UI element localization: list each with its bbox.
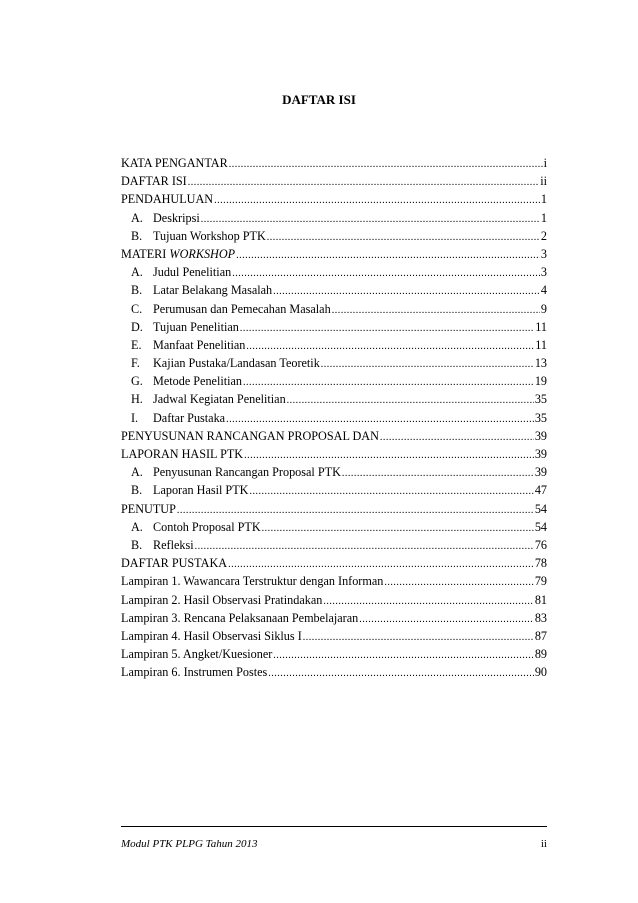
- toc-leader-dots: [267, 232, 540, 243]
- toc-leader-dots: [323, 596, 533, 607]
- toc-entry-text: Jadwal Kegiatan Penelitian: [153, 392, 286, 407]
- toc-entry-text: MATERI: [121, 246, 170, 261]
- toc-entry-page: 1: [540, 210, 547, 225]
- toc-leader-dots: [359, 614, 534, 625]
- toc-leader-dots: [332, 305, 540, 316]
- toc-entry-letter: H.: [131, 392, 143, 407]
- toc-entry-text: Tujuan Penelitian: [153, 319, 239, 334]
- toc-leader-dots: [240, 323, 534, 334]
- toc-entry-page: 3: [540, 265, 547, 280]
- toc-entry[interactable]: [121, 411, 547, 429]
- toc-leader-dots: [226, 414, 534, 425]
- toc-entry-page: 39: [534, 428, 547, 443]
- toc-entry-text: Judul Penelitian: [153, 265, 232, 280]
- toc-entry-page: 79: [534, 574, 547, 589]
- toc-leader-dots: [303, 632, 534, 643]
- toc-entry-letter: A.: [131, 465, 143, 480]
- toc-leader-dots: [246, 341, 534, 352]
- toc-entry[interactable]: [121, 429, 547, 447]
- toc-entry[interactable]: [121, 447, 547, 465]
- toc-entry-label: [131, 320, 239, 335]
- toc-leader-dots: [232, 268, 540, 279]
- toc-entry-label: [131, 411, 225, 426]
- toc-entry-page: 87: [534, 628, 547, 643]
- toc-entry-text: Refleksi: [153, 537, 194, 552]
- toc-leader-dots: [384, 577, 533, 588]
- toc-entry[interactable]: [121, 156, 547, 174]
- toc-entry-page: 35: [534, 392, 547, 407]
- toc-entry[interactable]: [121, 665, 547, 683]
- toc-entry[interactable]: [121, 302, 547, 320]
- toc-entry-label: [121, 429, 379, 444]
- toc-entry-letter: B.: [131, 483, 143, 498]
- toc-entry-text: Kajian Pustaka/Landasan Teoretik: [153, 356, 320, 371]
- toc-entry[interactable]: [121, 229, 547, 247]
- toc-leader-dots: [262, 523, 534, 534]
- toc-entry[interactable]: [121, 574, 547, 592]
- toc-entry-text: Deskripsi: [153, 210, 200, 225]
- toc-entry-text: Lampiran 1. Wawancara Terstruktur dengan Informan: [121, 574, 384, 589]
- toc-entry[interactable]: [121, 593, 547, 611]
- toc-entry-page: 54: [534, 519, 547, 534]
- toc-leader-dots: [321, 359, 534, 370]
- toc-entry[interactable]: [121, 629, 547, 647]
- toc-entry[interactable]: [121, 483, 547, 501]
- toc-leader-dots: [228, 559, 534, 570]
- toc-entry-page: 39: [534, 465, 547, 480]
- footer-page-number: ii: [540, 838, 547, 850]
- toc-entry-letter: A.: [131, 265, 143, 280]
- toc-entry[interactable]: [121, 556, 547, 574]
- toc-entry-label: [121, 556, 227, 571]
- toc-entry-page: 90: [534, 665, 547, 680]
- page-title: DAFTAR ISI: [282, 92, 356, 107]
- toc-entry-page: 78: [534, 556, 547, 571]
- toc-entry-label: [121, 156, 228, 171]
- toc-entry-text: Lampiran 2. Hasil Observasi Pratindakan: [121, 592, 323, 607]
- toc-entry-label: [131, 483, 248, 498]
- toc-entry-text: PENYUSUNAN RANCANGAN PROPOSAL DAN: [121, 428, 379, 443]
- toc-entry[interactable]: [121, 465, 547, 483]
- toc-entry-text: Perumusan dan Pemecahan Masalah: [153, 301, 331, 316]
- toc-entry-text: Latar Belakang Masalah: [153, 283, 273, 298]
- toc-entry-letter: B.: [131, 537, 143, 552]
- toc-entry-label: [131, 374, 242, 389]
- toc-entry-page: 13: [534, 356, 547, 371]
- toc-entry[interactable]: [121, 647, 547, 665]
- toc-entry-label: [121, 629, 302, 644]
- toc-entry-page: 4: [540, 283, 547, 298]
- toc-entry-text: PENUTUP: [121, 501, 176, 516]
- toc-entry-label: [121, 174, 187, 189]
- toc-leader-dots: [268, 668, 534, 679]
- toc-entry-text: DAFTAR ISI: [121, 174, 187, 189]
- toc-entry-page: 89: [534, 647, 547, 662]
- toc-entry-page: 3: [540, 246, 547, 261]
- toc-entry-text: Manfaat Penelitian: [153, 337, 246, 352]
- toc-entry-letter: B.: [131, 228, 143, 243]
- toc-leader-dots: [273, 286, 540, 297]
- toc-entry-letter: B.: [131, 283, 143, 298]
- toc-entry[interactable]: [121, 611, 547, 629]
- toc-entry-label: [131, 302, 331, 317]
- toc-entry-page: 11: [535, 319, 547, 334]
- toc-entry-label: [131, 465, 341, 480]
- toc-entry-label: [131, 211, 200, 226]
- toc-entry-page: 11: [535, 337, 547, 352]
- toc-leader-dots: [177, 505, 534, 516]
- toc-entry[interactable]: [121, 192, 547, 210]
- toc-entry-letter: E.: [131, 337, 142, 352]
- toc-entry-label: [131, 229, 266, 244]
- toc-entry-label: [131, 265, 231, 280]
- toc-entry[interactable]: [121, 320, 547, 338]
- toc-entry-page: 19: [534, 374, 547, 389]
- toc-entry-text: Metode Penelitian: [153, 374, 243, 389]
- toc-entry-italic-text: WORKSHOP: [169, 246, 236, 261]
- toc-entry[interactable]: [121, 356, 547, 374]
- toc-entry[interactable]: [121, 538, 547, 556]
- toc-entry[interactable]: [121, 283, 547, 301]
- toc-leader-dots: [287, 395, 534, 406]
- toc-entry-page: i: [543, 156, 547, 170]
- toc-entry-label: [131, 283, 272, 298]
- toc-entry-text: PENDAHULUAN: [121, 192, 214, 207]
- toc-entry-page: 1: [540, 192, 547, 207]
- toc-leader-dots: [229, 159, 543, 170]
- toc-entry-label: [131, 392, 286, 407]
- toc-leader-dots: [380, 432, 534, 443]
- toc-entry-label: [121, 665, 267, 680]
- toc-entry-label: [121, 574, 383, 589]
- toc-entry-page: 9: [540, 301, 547, 316]
- toc-entry-text: Lampiran 6. Instrumen Postes: [121, 665, 268, 680]
- toc-entry-page: 47: [534, 483, 547, 498]
- toc-entry-label: [131, 356, 320, 371]
- toc-entry-letter: F.: [131, 356, 140, 371]
- toc-entry-text: KATA PENGANTAR: [121, 156, 228, 170]
- toc-entry-page: 81: [534, 592, 547, 607]
- toc-entry-page: 83: [534, 610, 547, 625]
- toc-leader-dots: [243, 377, 534, 388]
- toc-entry[interactable]: [121, 392, 547, 410]
- toc-leader-dots: [214, 195, 540, 206]
- toc-entry-page: 54: [534, 501, 547, 516]
- toc-entry-page: ii: [540, 174, 547, 189]
- footer-module-title: Modul PTK PLPG Tahun 2013: [121, 838, 258, 850]
- toc-entry-label: [131, 538, 194, 553]
- toc-entry-label: [121, 593, 322, 608]
- toc-leader-dots: [195, 541, 534, 552]
- toc-entry[interactable]: [121, 174, 547, 192]
- toc-entry-text: LAPORAN HASIL PTK: [121, 447, 244, 461]
- toc-entry-label: [121, 247, 235, 262]
- toc-leader-dots: [249, 486, 533, 497]
- toc-entry[interactable]: [121, 520, 547, 538]
- toc-entry-letter: D.: [131, 319, 143, 334]
- toc-entry-text: Lampiran 3. Rencana Pelaksanaan Pembelajaran: [121, 610, 359, 625]
- toc-entry[interactable]: [121, 211, 547, 229]
- toc-entry-text: Tujuan Workshop PTK: [153, 228, 266, 243]
- toc-entry-letter: C.: [131, 301, 143, 316]
- toc-entry[interactable]: [121, 502, 547, 520]
- toc-entry-label: [121, 611, 358, 626]
- toc-entry-page: 2: [540, 228, 547, 243]
- toc-entry-text: Lampiran 4. Hasil Observasi Siklus I: [121, 628, 302, 643]
- toc-leader-dots: [244, 450, 534, 461]
- toc-entry[interactable]: [121, 338, 547, 356]
- toc-entry-text: Laporan Hasil PTK: [153, 483, 249, 498]
- toc-entry-label: [121, 192, 213, 207]
- toc-entry-letter: G.: [131, 374, 143, 389]
- toc-entry-label: [121, 502, 176, 517]
- toc-leader-dots: [342, 468, 534, 479]
- toc-entry-text: Lampiran 5. Angket/Kuesioner: [121, 647, 273, 662]
- toc-entry-page: 35: [534, 410, 547, 425]
- toc-entry-page: 76: [534, 537, 547, 552]
- toc-entry-label: [121, 447, 243, 462]
- toc-entry-text: DAFTAR PUSTAKA: [121, 556, 228, 571]
- toc-entry-text: Daftar Pustaka: [153, 410, 226, 425]
- toc-leader-dots: [273, 650, 534, 661]
- toc-entry[interactable]: [121, 265, 547, 283]
- toc-leader-dots: [236, 250, 540, 261]
- toc-entry-label: [131, 338, 245, 353]
- toc-entry-text: Penyusunan Rancangan Proposal PTK: [153, 465, 341, 480]
- footer-divider: [121, 826, 547, 827]
- toc-entry[interactable]: [121, 247, 547, 265]
- toc-entry-letter: I.: [131, 410, 139, 425]
- toc-entry-letter: A.: [131, 519, 143, 534]
- toc-entry-text: Contoh Proposal PTK: [153, 519, 261, 534]
- toc-entry[interactable]: [121, 374, 547, 392]
- toc-entry-label: [121, 647, 272, 662]
- toc-entry-label: [131, 520, 261, 535]
- toc-leader-dots: [188, 177, 539, 188]
- toc-entry-letter: A.: [131, 210, 143, 225]
- toc-entry-page: 39: [534, 447, 547, 461]
- toc-leader-dots: [201, 214, 540, 225]
- table-of-contents: [121, 156, 547, 683]
